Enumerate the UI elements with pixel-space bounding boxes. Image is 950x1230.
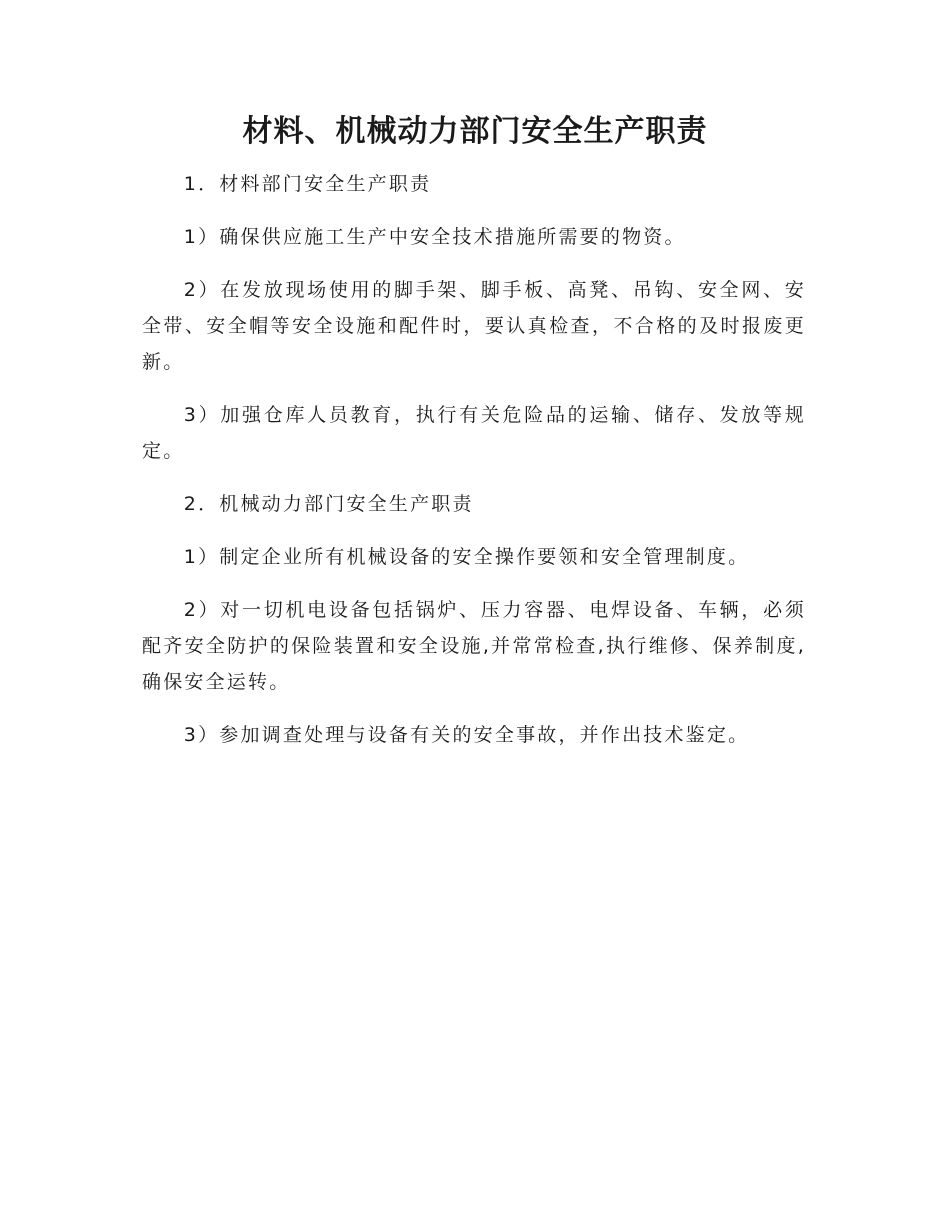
paragraph: 1）确保供应施工生产中安全技术措施所需要的物资。 <box>183 226 686 248</box>
paragraph: 1）制定企业所有机械设备的安全操作要领和安全管理制度。 <box>183 546 750 568</box>
document-body <box>142 166 806 770</box>
paragraph: 3）参加调查处理与设备有关的安全事故，并作出技术鉴定。 <box>183 724 750 746</box>
section-heading-materials: 1．材料部门安全生产职责 <box>183 173 432 195</box>
paragraph: 3）加强仓库人员教育，执行有关危险品的运输、储存、发放等规定。 <box>142 404 806 462</box>
paragraph: 2）在发放现场使用的脚手架、脚手板、高凳、吊钩、安全网、安全带、安全帽等安全设施和配件时，要认真检查，不合格的及时报废更新。 <box>142 279 806 373</box>
paragraph: 2）对一切机电设备包括锅炉、压力容器、电焊设备、车辆，必须配齐安全防护的保险装置和安全设施,并常常检查,执行维修、保养制度,确保安全运转。 <box>142 599 806 693</box>
section-heading-machinery: 2．机械动力部门安全生产职责 <box>183 493 474 515</box>
document-title: 材料、机械动力部门安全生产职责 <box>242 114 708 149</box>
